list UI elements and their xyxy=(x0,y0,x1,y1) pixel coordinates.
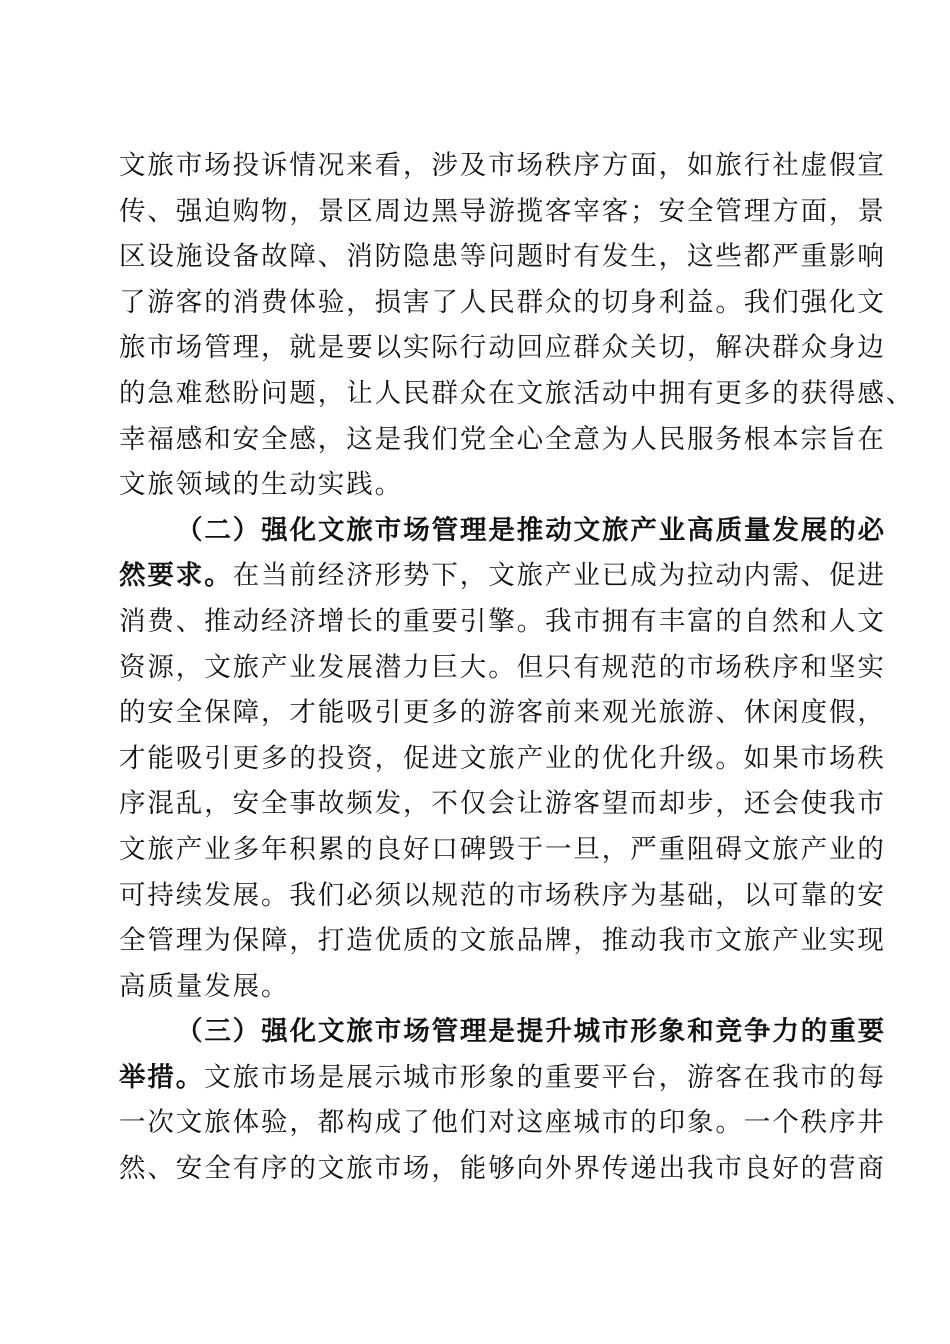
text-line: 才能吸引更多的投资，促进文旅产业的优化升级。如果市场秩 xyxy=(119,742,886,774)
text-line: 幸福感和安全感，这是我们党全心全意为人民服务根本宗旨在 xyxy=(119,423,886,455)
paragraph-2 xyxy=(119,508,886,1010)
text-line: 的急难愁盼问题，让人民群众在文旅活动中拥有更多的获得感、 xyxy=(119,377,915,409)
text-line: 一次文旅体验，都构成了他们对这座城市的印象。一个秩序井 xyxy=(119,1107,886,1139)
section-heading-2-end: 然要求。 xyxy=(119,560,233,592)
paragraph-1 xyxy=(119,143,915,508)
text-line: 高质量发展。 xyxy=(119,970,290,1002)
text-line: 然、安全有序的文旅市场，能够向外界传递出我市良好的营商 xyxy=(119,1153,886,1185)
text-line: 了游客的消费体验，损害了人民群众的切身利益。我们强化文 xyxy=(119,286,886,318)
text-line: 的安全保障，才能吸引更多的游客前来观光旅游、休闲度假， xyxy=(119,697,886,729)
text-line: 可持续发展。我们必须以规范的市场秩序为基础，以可靠的安 xyxy=(119,879,886,911)
text-fragment: 在当前经济形势下，文旅产业已成为拉动内需、促进 xyxy=(232,560,886,592)
text-line xyxy=(119,1055,886,1101)
section-heading-3: （三）强化文旅市场管理是提升城市形象和竞争力的重要 xyxy=(176,1016,886,1048)
text-line: 资源，文旅产业发展潜力巨大。但只有规范的市场秩序和坚实 xyxy=(119,651,886,683)
text-line: 旅市场管理，就是要以实际行动回应群众关切，解决群众身边 xyxy=(119,332,886,364)
text-line: 消费、推动经济增长的重要引擎。我市拥有丰富的自然和人文 xyxy=(119,605,886,637)
text-line: 文旅领域的生动实践。 xyxy=(119,469,403,501)
text-line: 文旅市场投诉情况来看，涉及市场秩序方面，如旅行社虚假宣 xyxy=(119,150,886,181)
text-line: 文旅产业多年积累的良好口碑毁于一旦，严重阻碍文旅产业的 xyxy=(119,833,886,865)
section-heading-line xyxy=(119,1009,886,1055)
text-line: 传、强迫购物，景区周边黑导游揽客宰客；安全管理方面，景 xyxy=(119,195,886,227)
section-heading-2: （二）强化文旅市场管理是推动文旅产业高质量发展的必 xyxy=(176,514,886,546)
text-fragment: 文旅市场是展示城市形象的重要平台，游客在我市的每 xyxy=(204,1061,886,1093)
text-line: 序混乱，安全事故频发，不仅会让游客望而却步，还会使我市 xyxy=(119,788,886,820)
text-line: 全管理为保障，打造优质的文旅品牌，推动我市文旅产业实现 xyxy=(119,925,886,957)
body-text xyxy=(119,143,915,1192)
section-heading-3-end: 举措。 xyxy=(119,1061,205,1093)
text-line xyxy=(119,553,886,599)
section-heading-line xyxy=(119,508,886,554)
paragraph-3 xyxy=(119,1009,886,1191)
text-line: 区设施设备故障、消防隐患等问题时有发生，这些都严重影响 xyxy=(119,241,886,273)
